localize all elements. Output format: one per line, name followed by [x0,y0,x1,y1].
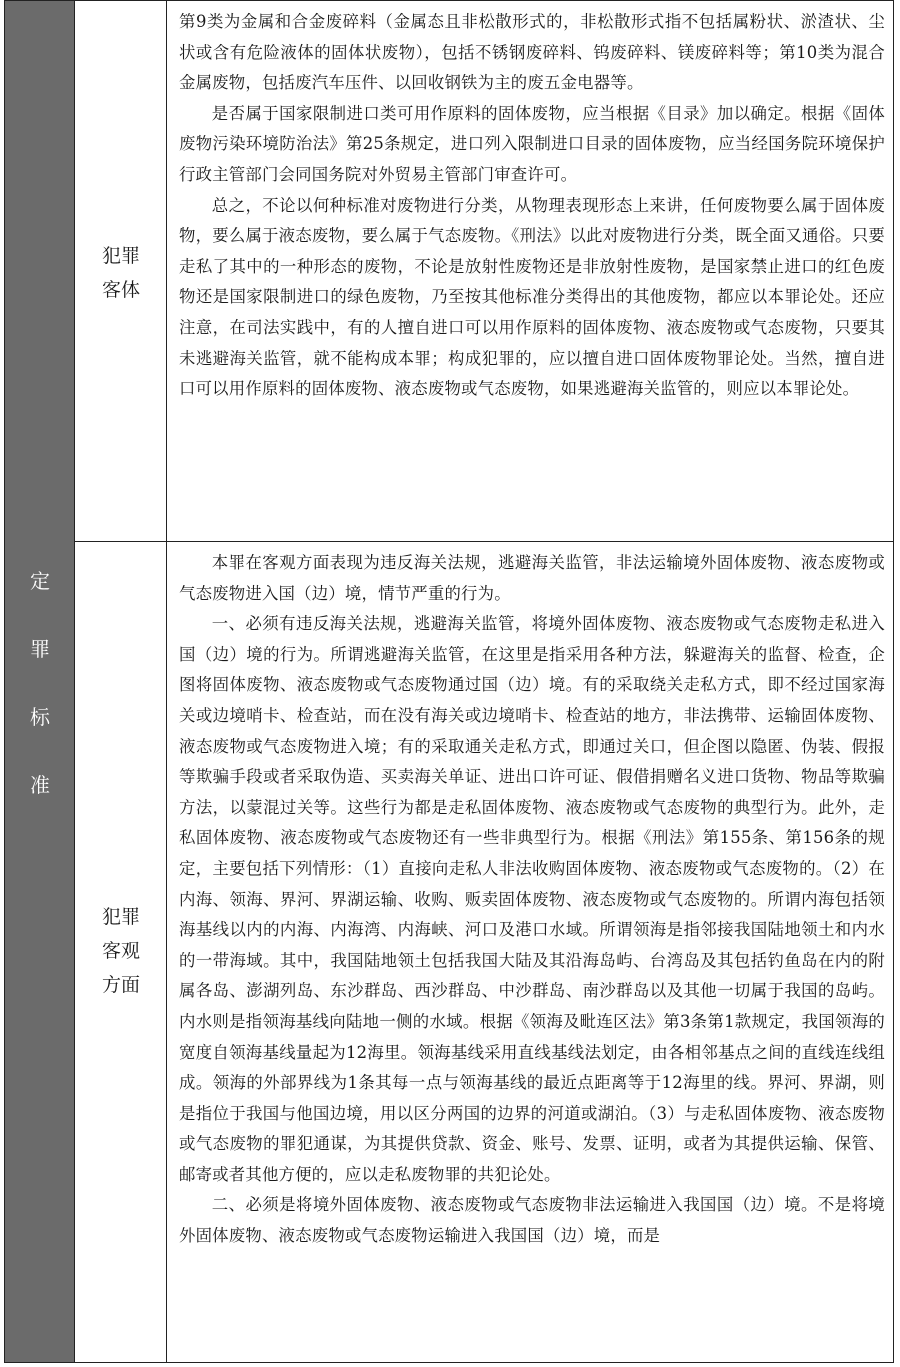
paragraph: 第9类为金属和合金废碎料（金属态且非松散形式的，非松散形式指不包括属粉状、淤渣状、尘状或含有危险液体的固体状废物），包括不锈钢废碎料、钨废碎料、镁废碎料等；第10类为混合金属废物，包括废汽车压件、以回收钢铁为主的废五金电器等。 [179,12,885,93]
criteria-table [4,0,894,1363]
row-label-line: 客体 [101,279,140,301]
row-label-line: 犯罪 [101,245,140,267]
category-char: 标 [30,705,50,729]
category-cell [5,1,75,1362]
row-label-line: 犯罪 [101,906,140,928]
paragraph: 二、必须是将境外固体废物、液态废物或气态废物非法运输进入我国国（边）境。不是将境外固体废物、液态废物或气态废物运输进入我国国（边）境，而是 [179,1195,885,1246]
row-label-line: 方面 [101,974,140,996]
paragraph: 一、必须有违反海关法规，逃避海关监管，将境外固体废物、液态废物或气态废物走私进入国（边）境的行为。所谓逃避海关监管，在这里是指采用各种方法，躲避海关的监督、检查，企图将固体废物、液态废物或气态废物通过国（边）境。有的采取绕关走私方式，即不经过国家海关或边境哨卡、检查站，而在没有海关或边境哨卡、检查站的地方，非法携带、运输固体废物、液态废物或气态废物进入境；有的采取通关走私方式，即通过关口，但企图以隐匿、伪装、假报等欺骗手段或者采取伪造、买卖海关单证、进出口许可证、假借捐赠名义进口货物、物品等欺骗方法，以蒙混过关等。这些行为都是走私固体废物、液态废物或气态废物的典型行为。此外，走私固体废物、液态废物或气态废物还有一些非典型行为。根据《刑法》第155条、第156条的规定，主要包括下列情形：（1）直接向走私人非法收购固体废物、液态废物或气态废物的。（2）在内海、领海、界河、界湖运输、收购、贩卖固体废物、液态废物或气态废物的。所谓内海包括领海基线以内的内海、内海湾、内海峡、河口及港口水域。所谓领海是指邻接我国陆地领土和内水的一带海域。其中，我国陆地领土包括我国大陆及其沿海岛屿、台湾岛及其包括钓鱼岛在内的附属各岛、澎湖列岛、东沙群岛、西沙群岛、中沙群岛、南沙群岛以及其他一切属于我国的岛屿。内水则是指领海基线向陆地一侧的水域。根据《领海及毗连区法》第3条第1款规定，我国领海的宽度自领海基线量起为12海里。领海基线采用直线基线法划定，由各相邻基点之间的直线连线组成。领海的外部界线为1条其每一点与领海基线的最近点距离等于12海里的线。界河、界湖，则是指位于我国与他国边境，用以区分两国的边界的河道或湖泊。（3）与走私固体废物、液态废物或气态废物的罪犯通谋，为其提供贷款、资金、账号、发票、证明，或者为其提供运输、保管、邮寄或者其他方便的，应以走私废物罪的共犯论处。 [179,614,885,1184]
row-label-cell [75,542,167,1362]
paragraph: 是否属于国家限制进口类可用作原料的固体废物，应当根据《目录》加以确定。根据《固体废物污染环境防治法》第25条规定，进口列入限制进口目录的固体废物，应当经国务院环境保护行政主管部门会同国务院对外贸易主管部门审查许可。 [179,103,885,184]
category-label [5,547,75,819]
paragraph: 本罪在客观方面表现为违反海关法规，逃避海关监管，非法运输境外固体废物、液态废物或气态废物进入国（边）境，情节严重的行为。 [179,553,885,603]
row-label-line: 客观 [101,940,140,962]
category-char: 准 [30,773,50,797]
paragraph: 总之，不论以何种标准对废物进行分类，从物理表现形态上来讲，任何废物要么属于固体废物，要么属于液态废物，要么属于气态废物。《刑法》以此对废物进行分类，既全面又通俗。只要走私了其中的一种形态的废物，不论是放射性废物还是非放射性废物，是国家禁止进口的红色废物还是国家限制进口的绿色废物，乃至按其他标准分类得出的其他废物，都应以本罪论处。还应注意，在司法实践中，有的人擅自进口可以用作原料的固体废物、液态废物或气态废物，只要其未逃避海关监管，就不能构成本罪；构成犯罪的，应以擅自进口固体废物罪论处。当然，擅自进口可以用作原料的固体废物、液态废物或气态废物，如果逃避海关监管的，则应以本罪论处。 [179,195,885,399]
category-char: 定 [30,569,50,593]
row-label [75,900,167,1002]
row-label-cell [75,1,167,541]
category-char: 罪 [30,637,50,661]
row-label [75,239,167,307]
table-row-crime-object [75,1,893,542]
table-row-objective-aspect [75,542,893,1362]
row-content [167,1,893,541]
row-content [167,542,893,1362]
